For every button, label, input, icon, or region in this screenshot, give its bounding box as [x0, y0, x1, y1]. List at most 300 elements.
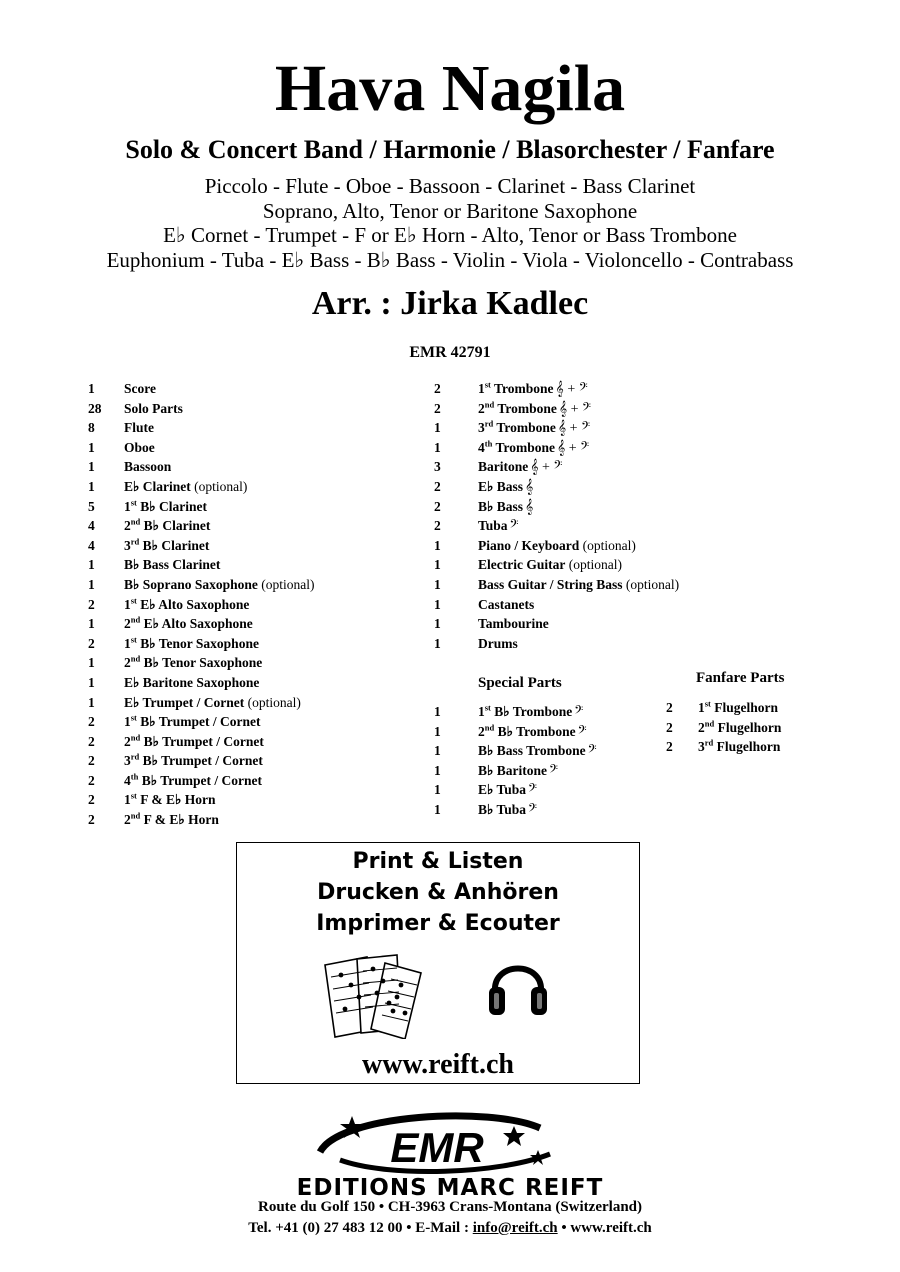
part-row [88, 516, 315, 536]
part-name [124, 655, 262, 670]
publisher-name: EDITIONS MARC REIFT [296, 1175, 604, 1201]
key-label: B♭ [143, 733, 159, 749]
ordinal-suffix: st [130, 595, 137, 606]
special-parts-heading: Special Parts [478, 675, 562, 691]
part-quantity: 2 [434, 400, 441, 416]
part-quantity: 5 [88, 498, 95, 514]
instrument-name: Trumpet / Cornet [162, 733, 264, 749]
instrument-name: Flugelhorn [716, 739, 781, 755]
clef-icon: 𝄢 [528, 802, 538, 818]
part-name [124, 773, 262, 788]
part-row [88, 673, 315, 693]
part-quantity: 1 [434, 743, 441, 759]
key-label: E♭ [478, 478, 494, 494]
instrument-name: Bass Trombone [496, 743, 586, 759]
headphones-icon [487, 951, 549, 1021]
part-row [434, 780, 597, 800]
instrument-name: F & E♭ Horn [143, 812, 219, 828]
phone-label: Tel. +41 (0) 27 483 12 00 • E-Mail : [248, 1220, 473, 1236]
web-label: • www.reift.ch [557, 1220, 652, 1236]
instrument-name: Castanets [478, 596, 535, 612]
publisher-address: Route du Golf 150 • CH-3963 Crans-Montana (Switzerland) [258, 1199, 642, 1215]
instrument-name: Trumpet / Cornet [158, 714, 261, 730]
key-label: E♭ [124, 478, 140, 494]
part-name [478, 499, 523, 514]
ordinal-suffix: th [484, 438, 493, 449]
part-name [478, 577, 623, 592]
part-row [88, 732, 315, 752]
part-name [124, 675, 259, 690]
part-quantity: 1 [434, 801, 441, 817]
ordinal-suffix: rd [484, 418, 494, 429]
clef-icon: 𝄞 + 𝄢 [558, 401, 592, 417]
part-name [124, 459, 171, 474]
part-row [434, 595, 679, 615]
ordinal-suffix: nd [130, 732, 141, 743]
part-name [124, 440, 155, 455]
ordinal-suffix: rd [130, 751, 140, 762]
instrument-name: Bass Clarinet [142, 557, 221, 573]
part-row [434, 614, 679, 634]
key-label: B♭ [142, 537, 158, 553]
part-quantity: 1 [88, 674, 95, 690]
part-row [434, 741, 597, 761]
part-row [88, 575, 315, 595]
part-quantity: 28 [88, 400, 102, 416]
part-row [88, 497, 315, 517]
part-quantity: 2 [88, 714, 95, 730]
part-name [124, 420, 154, 435]
part-quantity: 2 [88, 753, 95, 769]
part-name [124, 499, 207, 514]
ordinal-number: 2 [124, 733, 131, 749]
part-name [124, 381, 156, 396]
instrument-name: Drums [478, 635, 518, 651]
clef-icon: 𝄢 [509, 519, 519, 535]
part-row [88, 790, 315, 810]
part-quantity: 2 [88, 812, 95, 828]
ordinal-suffix: rd [704, 737, 714, 748]
part-quantity: 1 [434, 537, 441, 553]
part-name [478, 782, 526, 797]
instrument-name: Trombone [516, 723, 576, 739]
emr-logo [300, 1108, 570, 1180]
ordinal-number: 3 [124, 753, 131, 769]
part-row [434, 702, 597, 722]
part-name [124, 753, 263, 768]
instrument-name: Tuba [496, 801, 527, 817]
sheet-music-icon [321, 951, 429, 1039]
instrument-name: Flugelhorn [714, 700, 779, 715]
clef-icon: 𝄢 [574, 705, 584, 720]
part-name [698, 739, 780, 754]
part-row [434, 418, 679, 438]
key-label: B♭ [140, 498, 156, 514]
email-link[interactable]: info@reift.ch [472, 1220, 558, 1236]
part-quantity: 1 [88, 459, 95, 475]
instrument-name: Baritone [496, 762, 547, 778]
part-name [478, 557, 565, 572]
instrumentation-line: Piccolo - Flute - Oboe - Bassoon - Clarinet - Bass Clarinet [204, 174, 696, 198]
part-name [124, 479, 191, 494]
part-quantity: 1 [434, 557, 441, 573]
clef-icon: 𝄢 [587, 744, 597, 760]
part-quantity: 1 [88, 655, 95, 671]
instrument-name: Bass [496, 478, 524, 494]
ordinal-number: 2 [124, 655, 131, 671]
website-link[interactable]: www.reift.ch [362, 1049, 514, 1080]
optional-note: (optional) [625, 576, 680, 592]
fanfare-parts-list [666, 698, 781, 757]
part-name [478, 743, 586, 758]
parts-list-left [88, 379, 315, 830]
ordinal-suffix: th [130, 771, 139, 782]
part-quantity: 2 [666, 700, 673, 715]
part-quantity: 2 [88, 635, 95, 651]
instrumentation-line: E♭ Cornet - Trumpet - F or E♭ Horn - Alto, Tenor or Bass Trombone [163, 223, 737, 247]
ordinal-suffix: st [130, 497, 137, 508]
key-label: B♭ [141, 772, 158, 788]
part-quantity: 1 [434, 762, 441, 778]
part-row [434, 438, 679, 458]
part-name [478, 724, 576, 739]
part-name [478, 420, 556, 435]
instrument-name: Clarinet [162, 518, 211, 534]
part-quantity: 1 [88, 478, 95, 494]
part-quantity: 2 [666, 739, 673, 755]
ordinal-number: 2 [478, 400, 485, 416]
publisher-contact [0, 1219, 900, 1237]
part-name [124, 616, 253, 631]
clef-icon: 𝄢 [577, 724, 587, 740]
instrument-name: F & E♭ Horn [140, 792, 216, 808]
clef-icon: 𝄞 + 𝄢 [530, 460, 563, 476]
key-label: B♭ [478, 743, 494, 759]
key-label: B♭ [494, 704, 510, 719]
instrumentation-block [0, 174, 900, 272]
part-row [88, 379, 315, 399]
part-name [478, 479, 523, 494]
part-row [88, 457, 315, 477]
promo-line: Drucken & Anhören [317, 880, 559, 905]
clef-icon: 𝄢 [549, 763, 559, 779]
instrument-name: Tuba [496, 782, 527, 798]
ordinal-number: 1 [124, 498, 131, 514]
ordinal-suffix: rd [130, 536, 140, 547]
part-quantity: 1 [88, 694, 95, 710]
instrument-name: Electric Guitar [478, 557, 566, 573]
arranger: Arr. : Jirka Kadlec [311, 285, 589, 322]
part-name [478, 802, 526, 817]
key-label: B♭ [143, 655, 159, 671]
ordinal-number: 1 [478, 704, 485, 719]
ordinal-suffix: nd [130, 653, 141, 664]
part-row [88, 536, 315, 556]
instrument-name: Trombone [496, 420, 556, 436]
part-name [698, 720, 781, 735]
key-label: B♭ [140, 635, 156, 651]
ordinal-suffix: st [130, 634, 137, 645]
part-quantity: 1 [434, 704, 441, 719]
part-name [478, 704, 572, 719]
clef-icon: 𝄞 + 𝄢 [556, 440, 590, 456]
part-row [434, 555, 679, 575]
key-label: B♭ [478, 801, 494, 817]
part-name [124, 577, 258, 592]
part-name [478, 763, 547, 778]
ordinal-number: 1 [124, 635, 131, 651]
parts-list-middle [434, 379, 679, 653]
instrument-name: Trombone [495, 439, 555, 455]
part-name [478, 597, 534, 612]
key-label: B♭ [143, 518, 159, 534]
ordinal-number: 3 [478, 420, 485, 436]
part-row [88, 771, 315, 791]
part-quantity: 1 [88, 381, 95, 396]
part-name [124, 518, 210, 533]
part-name [124, 812, 219, 827]
part-row [88, 555, 315, 575]
part-quantity: 2 [88, 733, 95, 749]
ordinal-number: 2 [478, 723, 485, 739]
part-quantity: 1 [434, 616, 441, 632]
instrument-name: Tenor Saxophone [158, 635, 259, 651]
part-quantity: 1 [434, 576, 441, 592]
clef-icon: 𝄞 + 𝄢 [557, 421, 591, 437]
part-name [124, 401, 183, 416]
optional-note: (optional) [194, 478, 248, 494]
key-label: B♭ [497, 723, 513, 739]
key-label: B♭ [142, 753, 158, 769]
subtitle: Solo & Concert Band / Harmonie / Blasorchester / Fanfare [125, 135, 775, 164]
instrument-name: Trombone [512, 704, 573, 719]
part-name [124, 792, 216, 807]
part-name [124, 714, 261, 729]
key-label: B♭ [124, 576, 140, 592]
ordinal-suffix: st [704, 698, 711, 709]
key-label: B♭ [140, 714, 156, 730]
special-parts-list [434, 702, 597, 820]
part-row [666, 698, 781, 718]
part-quantity: 2 [434, 478, 441, 494]
logo-text: EMR [390, 1124, 484, 1171]
part-row [434, 457, 679, 477]
part-row [88, 693, 315, 713]
part-name [478, 459, 528, 474]
instrument-name: Trumpet / Cornet [161, 753, 263, 769]
part-quantity: 1 [434, 635, 441, 651]
part-name [124, 597, 249, 612]
instrument-name: Trombone [497, 400, 557, 416]
part-row [88, 614, 315, 634]
ordinal-suffix: st [484, 702, 491, 713]
ordinal-suffix: st [484, 379, 491, 390]
ordinal-number: 2 [124, 616, 131, 632]
part-row [88, 712, 315, 732]
optional-note: (optional) [261, 576, 315, 592]
ordinal-suffix: nd [484, 722, 495, 733]
part-row [434, 536, 679, 556]
optional-note: (optional) [582, 537, 636, 553]
catalog-code: EMR 42791 [409, 344, 491, 361]
instrument-name: Solo Parts [124, 400, 183, 416]
part-quantity: 1 [434, 596, 441, 612]
instrument-name: Clarinet [159, 498, 208, 514]
part-quantity: 1 [88, 557, 95, 573]
part-row [88, 477, 315, 497]
ordinal-number: 1 [124, 714, 131, 730]
instrument-name: Score [124, 381, 156, 396]
part-row [666, 718, 781, 738]
key-label: E♭ [478, 782, 494, 798]
part-quantity: 1 [434, 420, 441, 436]
instrumentation-line: Soprano, Alto, Tenor or Baritone Saxophone [262, 198, 638, 223]
ordinal-number: 4 [124, 772, 131, 788]
part-row [434, 800, 597, 820]
part-quantity: 4 [88, 518, 95, 534]
instrument-name: Alto Saxophone [158, 596, 250, 612]
part-row [88, 399, 315, 419]
part-quantity: 4 [88, 537, 95, 553]
ordinal-number: 4 [478, 439, 485, 455]
part-name [124, 636, 259, 651]
part-name [124, 734, 264, 749]
part-row [434, 399, 679, 419]
instrument-name: Tuba [478, 518, 508, 534]
instrument-name: Piano / Keyboard [478, 537, 580, 553]
part-quantity: 2 [666, 719, 673, 735]
instrument-name: Trumpet / Cornet [160, 772, 262, 788]
instrument-name: Baritone Saxophone [142, 674, 260, 690]
part-row [434, 634, 679, 654]
key-label: B♭ [124, 557, 140, 573]
part-row [434, 477, 679, 497]
part-row [434, 575, 679, 595]
part-row [88, 751, 315, 771]
ordinal-number: 1 [124, 596, 131, 612]
part-row [434, 722, 597, 742]
part-row [434, 516, 679, 536]
part-row [88, 810, 315, 830]
key-label: E♭ [143, 616, 159, 632]
key-label: E♭ [140, 596, 156, 612]
part-quantity: 2 [434, 518, 441, 534]
part-quantity: 2 [88, 596, 95, 612]
ordinal-number: 2 [698, 719, 705, 735]
part-name [478, 401, 557, 416]
instrument-name: Clarinet [161, 537, 210, 553]
clef-icon: 𝄞 [525, 499, 534, 515]
instrument-name: Soprano Saxophone [142, 576, 258, 592]
clef-icon: 𝄞 [525, 479, 534, 495]
ordinal-suffix: nd [484, 399, 495, 410]
part-name [478, 538, 579, 553]
ordinal-number: 1 [478, 381, 485, 396]
instrument-name: Trumpet / Cornet [142, 694, 245, 710]
clef-icon: 𝄢 [528, 783, 538, 799]
part-row [88, 595, 315, 615]
part-name [124, 695, 244, 710]
key-label: B♭ [478, 498, 494, 514]
part-row [88, 438, 315, 458]
part-name [478, 616, 549, 631]
key-label: B♭ [478, 762, 494, 778]
ordinal-suffix: nd [130, 516, 141, 527]
ordinal-suffix: nd [130, 614, 141, 625]
part-name [478, 518, 508, 533]
ordinal-number: 3 [124, 537, 131, 553]
part-name [698, 700, 778, 715]
key-label: E♭ [124, 694, 140, 710]
part-quantity: 1 [434, 723, 441, 739]
page-title: Hava Nagila [274, 52, 626, 125]
ordinal-suffix: st [130, 712, 137, 723]
instrument-name: Bass Guitar / String Bass [478, 576, 623, 592]
instrument-name: Alto Saxophone [161, 616, 253, 632]
part-name [478, 440, 555, 455]
ordinal-suffix: nd [130, 810, 141, 821]
ordinal-number: 3 [698, 739, 705, 755]
instrument-name: Bass [496, 498, 524, 514]
optional-note: (optional) [247, 694, 301, 710]
key-label: E♭ [124, 674, 140, 690]
ordinal-number: 1 [124, 792, 131, 808]
instrument-name: Trombone [494, 381, 554, 396]
part-quantity: 8 [88, 420, 95, 436]
part-quantity: 1 [88, 616, 95, 632]
part-row [88, 418, 315, 438]
ordinal-number: 1 [698, 700, 705, 715]
part-quantity: 2 [434, 498, 441, 514]
fanfare-parts-heading: Fanfare Parts [696, 670, 785, 686]
part-row [88, 634, 315, 654]
print-listen-box [236, 842, 640, 1084]
instrument-name: Oboe [124, 439, 155, 455]
instrument-name: Flugelhorn [717, 719, 782, 735]
part-row [88, 653, 315, 673]
ordinal-suffix: st [130, 790, 137, 801]
optional-note: (optional) [568, 557, 622, 573]
part-row [434, 761, 597, 781]
part-quantity: 1 [434, 439, 441, 455]
instrument-name: Clarinet [142, 478, 191, 494]
part-quantity: 1 [88, 439, 95, 455]
ordinal-suffix: nd [704, 718, 715, 729]
part-quantity: 1 [434, 782, 441, 798]
instrument-name: Bassoon [124, 459, 172, 475]
part-quantity: 2 [88, 772, 95, 788]
instrument-name: Flute [124, 420, 154, 436]
part-name [124, 557, 220, 572]
instrument-name: Tenor Saxophone [162, 655, 263, 671]
part-name [124, 538, 209, 553]
part-row [434, 497, 679, 517]
instrumentation-line: Euphonium - Tuba - E♭ Bass - B♭ Bass - Violin - Viola - Violoncello - Contrabass [106, 247, 794, 272]
part-row [666, 737, 781, 757]
promo-line: Imprimer & Ecouter [316, 911, 560, 936]
clef-icon: 𝄞 + 𝄢 [555, 382, 588, 397]
part-row [434, 379, 679, 399]
part-quantity: 1 [88, 576, 95, 592]
part-name [478, 636, 518, 651]
part-name [478, 381, 554, 396]
instrument-name: Baritone [478, 459, 529, 475]
part-quantity: 3 [434, 459, 441, 475]
part-quantity: 2 [88, 792, 95, 808]
part-quantity: 2 [434, 381, 441, 396]
ordinal-number: 2 [124, 518, 131, 534]
promo-line: Print & Listen [352, 849, 524, 874]
